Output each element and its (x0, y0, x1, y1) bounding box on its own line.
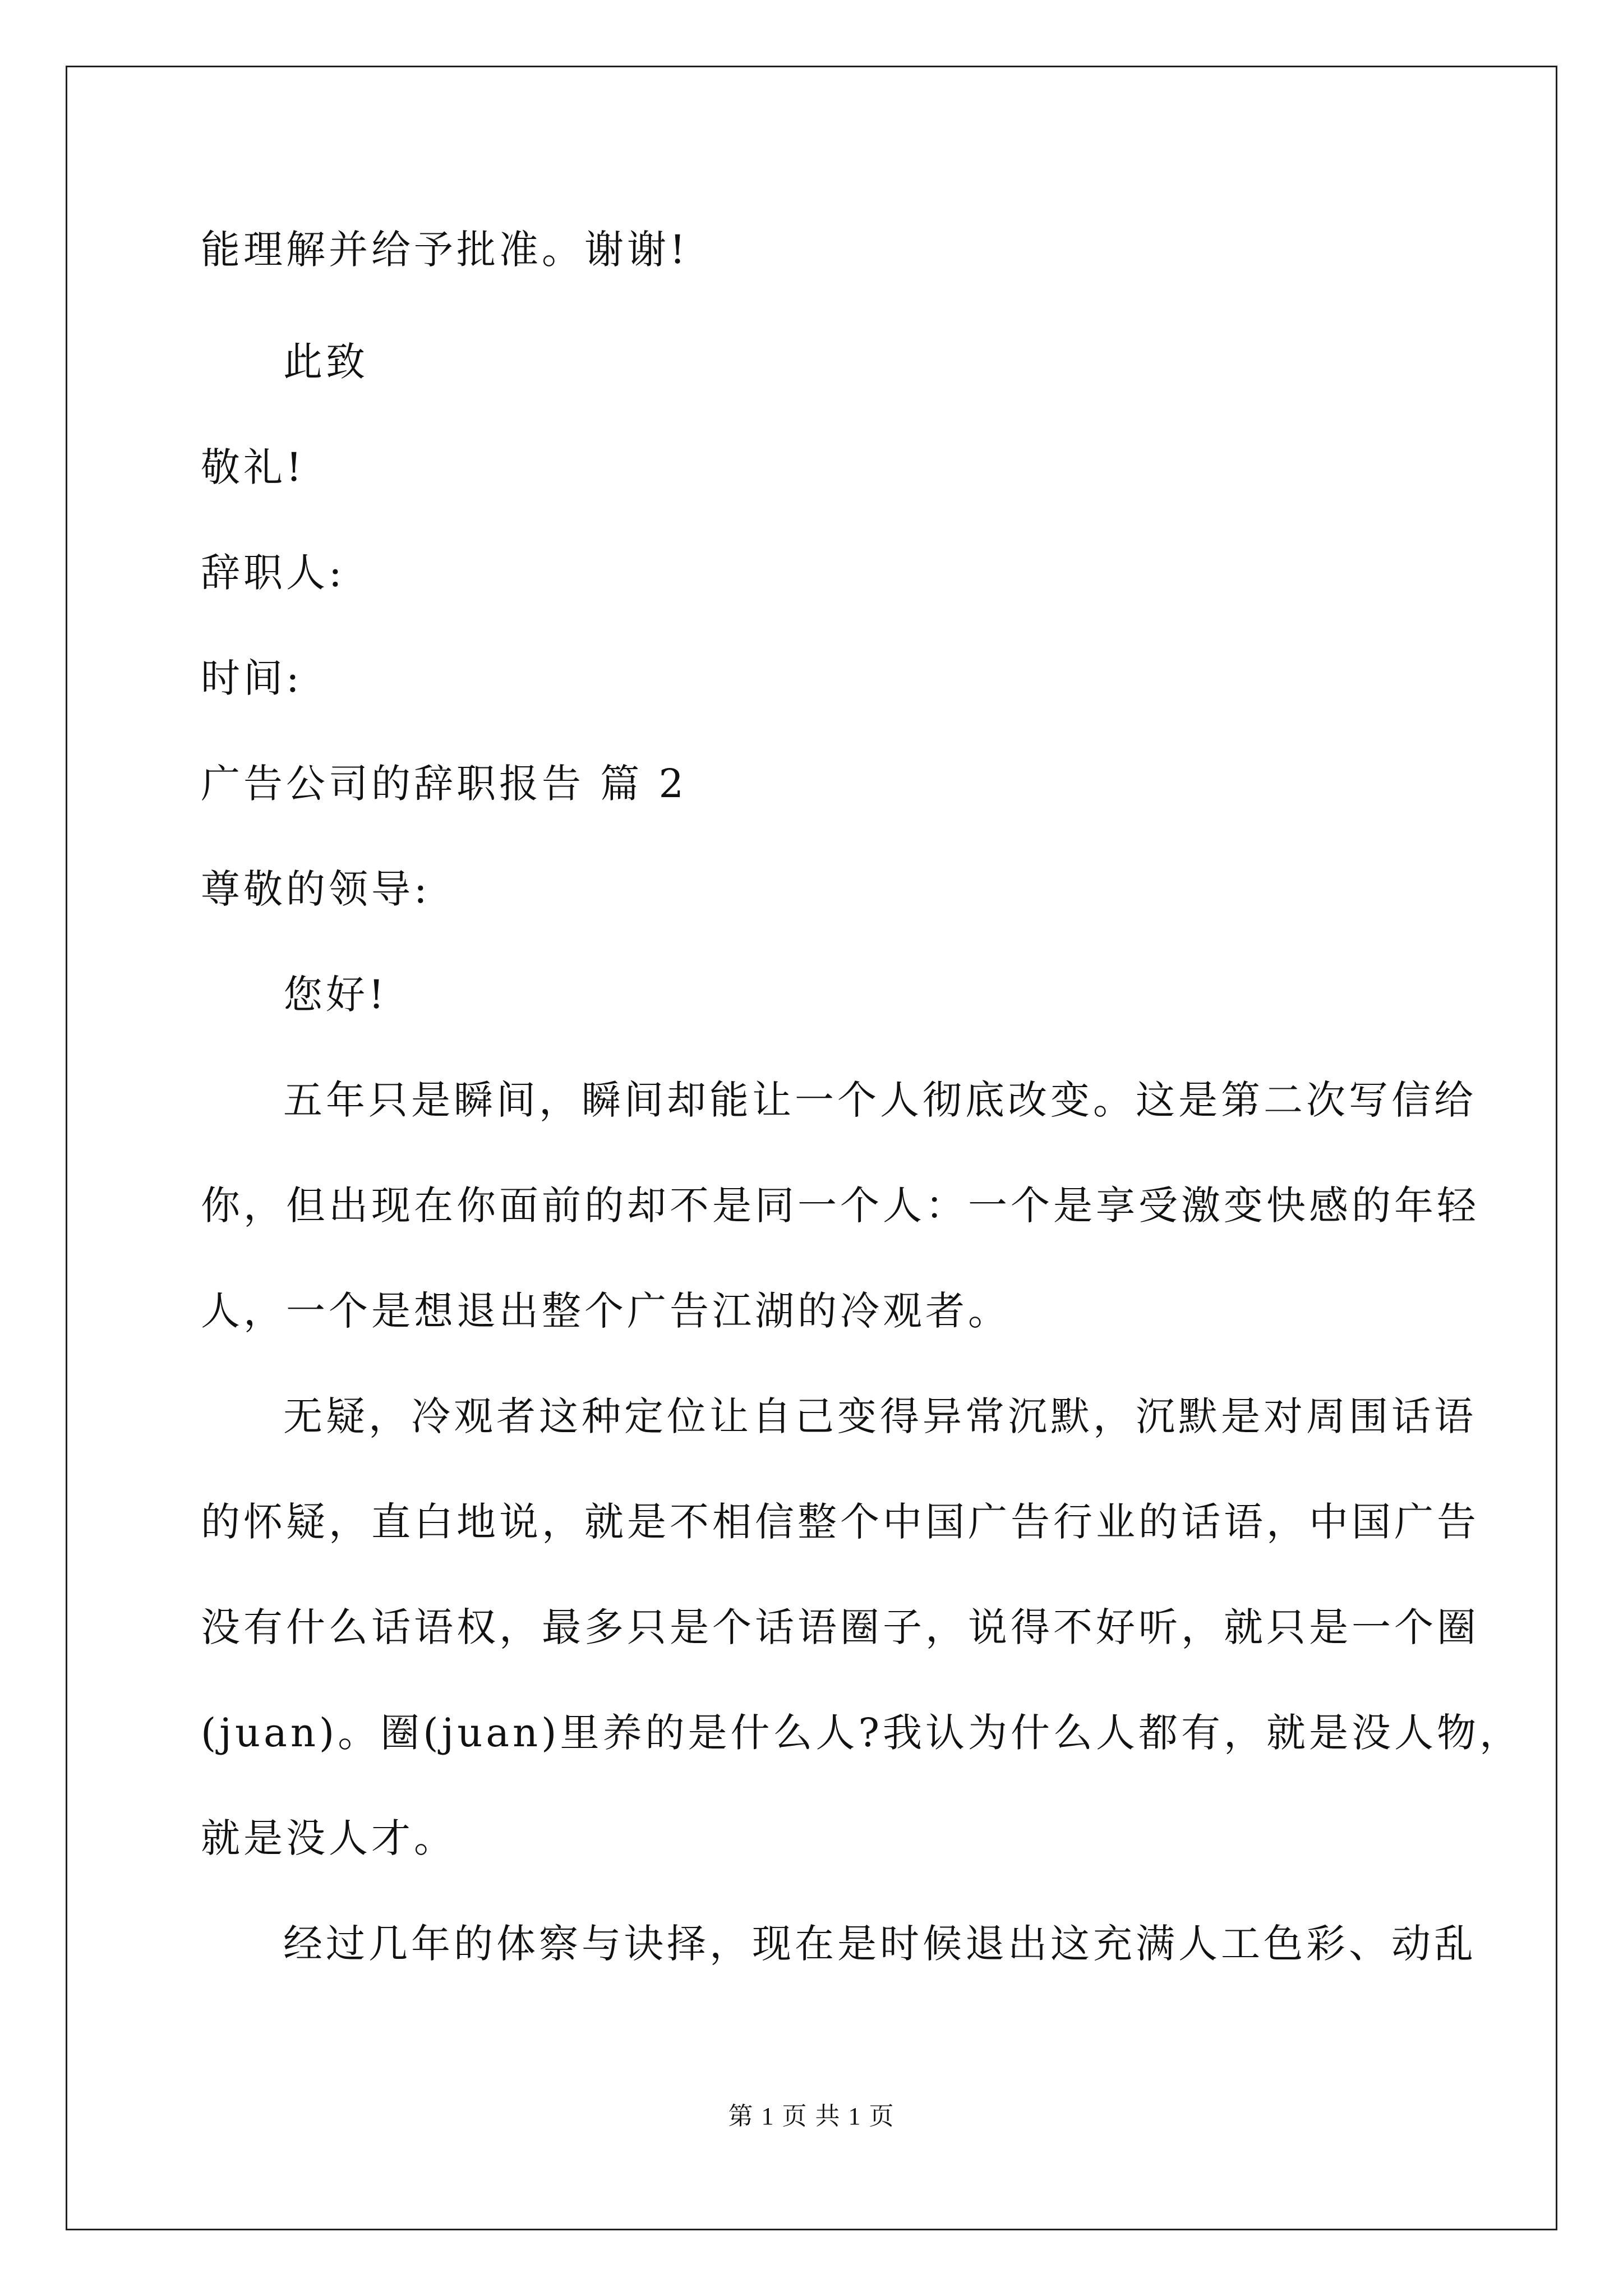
page-border (66, 66, 1557, 2230)
paragraph-line: 你，但出现在你面前的却不是同一个人：一个是享受激变快感的年轻 (201, 1182, 1479, 1228)
section-heading: 广告公司的辞职报告 篇 2 (201, 761, 688, 807)
greeting: 您好! (283, 972, 388, 1018)
paragraph-line: 经过几年的体察与诀择，现在是时候退出这充满人工色彩、动乱 (283, 1921, 1477, 1967)
paragraph-line: 就是没人才。 (201, 1815, 457, 1861)
paragraph-line: 五年只是瞬间，瞬间却能让一个人彻底改变。这是第二次写信给 (283, 1077, 1477, 1123)
paragraph-line: 没有什么话语权，最多只是个话语圈子，说得不好听，就只是一个圈 (201, 1604, 1479, 1650)
paragraph-line: 无疑，冷观者这种定位让自己变得异常沉默，沉默是对周围话语 (283, 1393, 1477, 1439)
text-line-resigner: 辞职人: (201, 550, 345, 596)
paragraph-line: (juan)。圈(juan)里养的是什么人?我认为什么人都有，就是没人物， (201, 1710, 1522, 1756)
page-number-footer: 第 1 页 共 1 页 (728, 2102, 895, 2130)
text-line-closing-cizhi: 此致 (283, 339, 368, 385)
text-line-date: 时间: (201, 655, 303, 701)
salutation: 尊敬的领导: (201, 866, 431, 912)
paragraph-line: 人，一个是想退出整个广告江湖的冷观者。 (201, 1288, 1011, 1334)
text-line-closing-jingli: 敬礼! (201, 444, 306, 490)
paragraph-line: 的怀疑，直白地说，就是不相信整个中国广告行业的话语，中国广告 (201, 1499, 1479, 1545)
text-line-approval: 能理解并给予批准。谢谢! (201, 227, 689, 273)
